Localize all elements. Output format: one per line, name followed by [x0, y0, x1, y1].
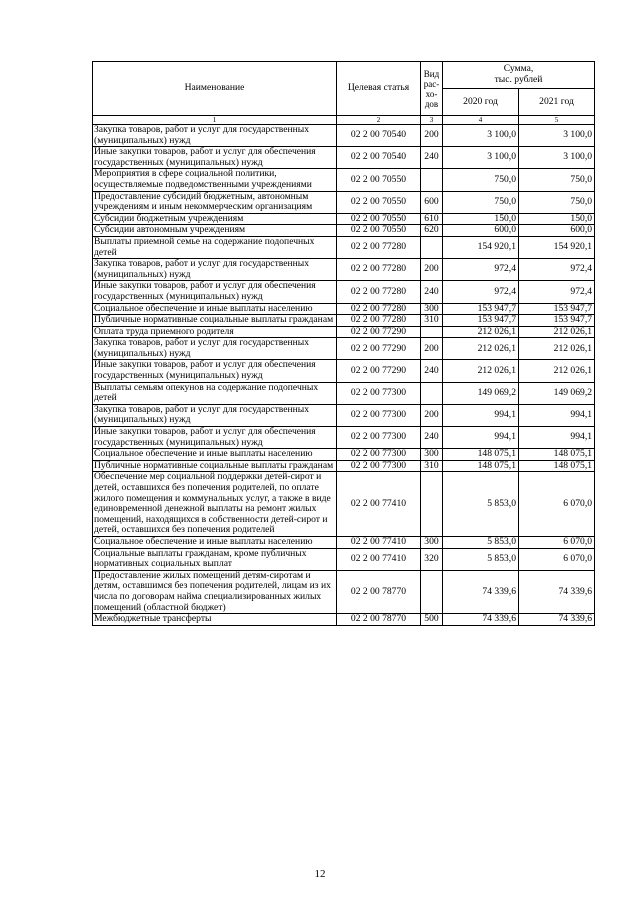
row-value-2021: 212 026,1: [519, 360, 595, 382]
row-name: Мероприятия в сфере социальной политики, осуществляемые подведомственными учреждениями: [93, 169, 337, 191]
row-value-2021: 600,0: [519, 225, 595, 237]
row-name: Межбюджетные трансферты: [93, 614, 337, 626]
column-index: 5: [519, 116, 595, 125]
table-row: [93, 147, 595, 169]
table-row: [93, 536, 595, 548]
row-kind: 200: [421, 404, 443, 426]
row-name: Иные закупки товаров, работ и услуг для обеспечения государственных (муниципальных) нужд: [93, 427, 337, 449]
row-name: Субсидии бюджетным учреждениям: [93, 213, 337, 225]
row-target: 02 2 00 77300: [337, 382, 421, 404]
row-value-2020: 154 920,1: [443, 236, 519, 258]
row-target: 02 2 00 78770: [337, 614, 421, 626]
row-value-2020: 600,0: [443, 225, 519, 237]
row-value-2021: 3 100,0: [519, 147, 595, 169]
row-value-2021: 153 947,7: [519, 303, 595, 315]
header-year-2021: 2021 год: [519, 89, 595, 116]
row-name: Предоставление жилых помещений детям-сиротам и детям, оставшимся без попечения родителей, лицам из их числа по договорам найма специализированных жилых помещений (областной бюджет): [93, 570, 337, 613]
row-name: Предоставление субсидий бюджетным, автономным учреждениям и иным некоммерческим организациям: [93, 191, 337, 213]
table-row: [93, 315, 595, 327]
row-name: Закупка товаров, работ и услуг для государственных (муниципальных) нужд: [93, 259, 337, 281]
row-target: 02 2 00 77290: [337, 338, 421, 360]
row-kind: [421, 472, 443, 537]
row-target: 02 2 00 77300: [337, 404, 421, 426]
row-value-2020: 153 947,7: [443, 315, 519, 327]
table-row: [93, 125, 595, 147]
table-row: [93, 360, 595, 382]
row-value-2020: 74 339,6: [443, 570, 519, 613]
row-target: 02 2 00 77290: [337, 360, 421, 382]
row-value-2021: 6 070,0: [519, 472, 595, 537]
table-row: [93, 213, 595, 225]
row-value-2021: 212 026,1: [519, 338, 595, 360]
table-row: [93, 191, 595, 213]
column-index: 1: [93, 116, 337, 125]
table-row: [93, 169, 595, 191]
table-row: [93, 225, 595, 237]
row-value-2020: 3 100,0: [443, 147, 519, 169]
row-value-2021: 149 069,2: [519, 382, 595, 404]
row-name: Социальное обеспечение и иные выплаты населению: [93, 536, 337, 548]
row-value-2020: 148 075,1: [443, 449, 519, 461]
row-kind: 240: [421, 360, 443, 382]
row-target: 02 2 00 77300: [337, 460, 421, 472]
header-kind: Вид рас- хо- дов: [421, 62, 443, 116]
row-target: 02 2 00 77300: [337, 449, 421, 461]
row-value-2020: 212 026,1: [443, 360, 519, 382]
row-name: Выплаты приемной семье на содержание подопечных детей: [93, 236, 337, 258]
row-value-2021: 750,0: [519, 169, 595, 191]
row-name: Обеспечение мер социальной поддержки детей-сирот и детей, оставшихся без попечения родителей, по оплате жилого помещения и коммунальных услуг, а также в виде единовременной денежной выплаты на ремонт жилых помещений, находящихся в собственности детей-сирот и детей, оставшихся без попечения родителей: [93, 472, 337, 537]
row-name: Социальное обеспечение и иные выплаты населению: [93, 449, 337, 461]
row-name: Публичные нормативные социальные выплаты гражданам: [93, 315, 337, 327]
row-value-2021: 6 070,0: [519, 548, 595, 570]
header-year-2020: 2020 год: [443, 89, 519, 116]
row-kind: 200: [421, 338, 443, 360]
row-target: 02 2 00 70550: [337, 191, 421, 213]
row-value-2021: 994,1: [519, 427, 595, 449]
row-value-2021: 74 339,6: [519, 614, 595, 626]
table-row: [93, 338, 595, 360]
row-target: 02 2 00 77290: [337, 326, 421, 338]
row-kind: [421, 382, 443, 404]
row-name: Иные закупки товаров, работ и услуг для обеспечения государственных (муниципальных) нужд: [93, 281, 337, 303]
row-value-2021: 154 920,1: [519, 236, 595, 258]
row-value-2021: 150,0: [519, 213, 595, 225]
table-row: [93, 548, 595, 570]
row-target: 02 2 00 70550: [337, 213, 421, 225]
row-name: Закупка товаров, работ и услуг для государственных (муниципальных) нужд: [93, 404, 337, 426]
column-index: 2: [337, 116, 421, 125]
row-kind: 310: [421, 315, 443, 327]
row-value-2021: 153 947,7: [519, 315, 595, 327]
row-value-2021: 3 100,0: [519, 125, 595, 147]
row-target: 02 2 00 70550: [337, 225, 421, 237]
row-kind: [421, 326, 443, 338]
row-value-2021: 148 075,1: [519, 460, 595, 472]
row-name: Публичные нормативные социальные выплаты гражданам: [93, 460, 337, 472]
table-row: [93, 449, 595, 461]
row-value-2020: 212 026,1: [443, 326, 519, 338]
table-row: [93, 236, 595, 258]
row-kind: [421, 236, 443, 258]
row-kind: [421, 169, 443, 191]
row-name: Социальное обеспечение и иные выплаты населению: [93, 303, 337, 315]
row-value-2020: 74 339,6: [443, 614, 519, 626]
row-target: 02 2 00 70540: [337, 125, 421, 147]
row-name: Оплата труда приемного родителя: [93, 326, 337, 338]
table-row: [93, 427, 595, 449]
table-row: [93, 303, 595, 315]
row-value-2020: 148 075,1: [443, 460, 519, 472]
table-row: [93, 326, 595, 338]
row-name: Закупка товаров, работ и услуг для государственных (муниципальных) нужд: [93, 338, 337, 360]
row-target: 02 2 00 77410: [337, 536, 421, 548]
table-row: [93, 259, 595, 281]
row-target: 02 2 00 70540: [337, 147, 421, 169]
row-target: 02 2 00 77280: [337, 259, 421, 281]
budget-table: [92, 61, 595, 626]
table-row: [93, 570, 595, 613]
row-kind: 200: [421, 259, 443, 281]
table-row: [93, 472, 595, 537]
row-value-2021: 74 339,6: [519, 570, 595, 613]
header-sum: Сумма, тыс. рублей: [443, 62, 595, 89]
row-kind: 300: [421, 449, 443, 461]
page-number: 12: [314, 868, 326, 880]
row-value-2021: 994,1: [519, 404, 595, 426]
row-target: 02 2 00 77410: [337, 472, 421, 537]
row-kind: 200: [421, 125, 443, 147]
row-name: Субсидии автономным учреждениям: [93, 225, 337, 237]
row-kind: 600: [421, 191, 443, 213]
table-row: [93, 614, 595, 626]
table-row: [93, 404, 595, 426]
row-target: 02 2 00 77280: [337, 281, 421, 303]
row-name: Выплаты семьям опекунов на содержание подопечных детей: [93, 382, 337, 404]
header-name: Наименование: [93, 62, 337, 116]
row-kind: 240: [421, 281, 443, 303]
row-name: Социальные выплаты гражданам, кроме публичных нормативных социальных выплат: [93, 548, 337, 570]
row-value-2021: 972,4: [519, 281, 595, 303]
row-name: Иные закупки товаров, работ и услуг для обеспечения государственных (муниципальных) нужд: [93, 360, 337, 382]
row-value-2020: 153 947,7: [443, 303, 519, 315]
row-kind: 620: [421, 225, 443, 237]
row-value-2020: 149 069,2: [443, 382, 519, 404]
row-value-2020: 750,0: [443, 191, 519, 213]
row-target: 02 2 00 77410: [337, 548, 421, 570]
row-value-2021: 6 070,0: [519, 536, 595, 548]
row-value-2020: 212 026,1: [443, 338, 519, 360]
column-index: 4: [443, 116, 519, 125]
row-value-2021: 972,4: [519, 259, 595, 281]
row-value-2020: 972,4: [443, 259, 519, 281]
table-row: [93, 382, 595, 404]
row-name: Иные закупки товаров, работ и услуг для обеспечения государственных (муниципальных) нужд: [93, 147, 337, 169]
row-kind: 310: [421, 460, 443, 472]
row-kind: 240: [421, 427, 443, 449]
row-target: 02 2 00 78770: [337, 570, 421, 613]
row-value-2021: 750,0: [519, 191, 595, 213]
row-kind: [421, 570, 443, 613]
row-value-2020: 150,0: [443, 213, 519, 225]
row-value-2020: 5 853,0: [443, 536, 519, 548]
table-row: [93, 460, 595, 472]
row-target: 02 2 00 77280: [337, 236, 421, 258]
row-value-2020: 5 853,0: [443, 472, 519, 537]
row-value-2020: 972,4: [443, 281, 519, 303]
row-target: 02 2 00 77300: [337, 427, 421, 449]
row-name: Закупка товаров, работ и услуг для государственных (муниципальных) нужд: [93, 125, 337, 147]
row-kind: 500: [421, 614, 443, 626]
row-value-2020: 3 100,0: [443, 125, 519, 147]
row-value-2021: 212 026,1: [519, 326, 595, 338]
row-kind: 300: [421, 536, 443, 548]
row-target: 02 2 00 70550: [337, 169, 421, 191]
row-kind: 240: [421, 147, 443, 169]
row-kind: 610: [421, 213, 443, 225]
row-value-2020: 994,1: [443, 427, 519, 449]
row-kind: 320: [421, 548, 443, 570]
row-value-2020: 750,0: [443, 169, 519, 191]
row-value-2021: 148 075,1: [519, 449, 595, 461]
column-index: 3: [421, 116, 443, 125]
header-target: Целевая статья: [337, 62, 421, 116]
row-target: 02 2 00 77280: [337, 303, 421, 315]
row-value-2020: 5 853,0: [443, 548, 519, 570]
row-kind: 300: [421, 303, 443, 315]
table-row: [93, 281, 595, 303]
row-value-2020: 994,1: [443, 404, 519, 426]
row-target: 02 2 00 77280: [337, 315, 421, 327]
